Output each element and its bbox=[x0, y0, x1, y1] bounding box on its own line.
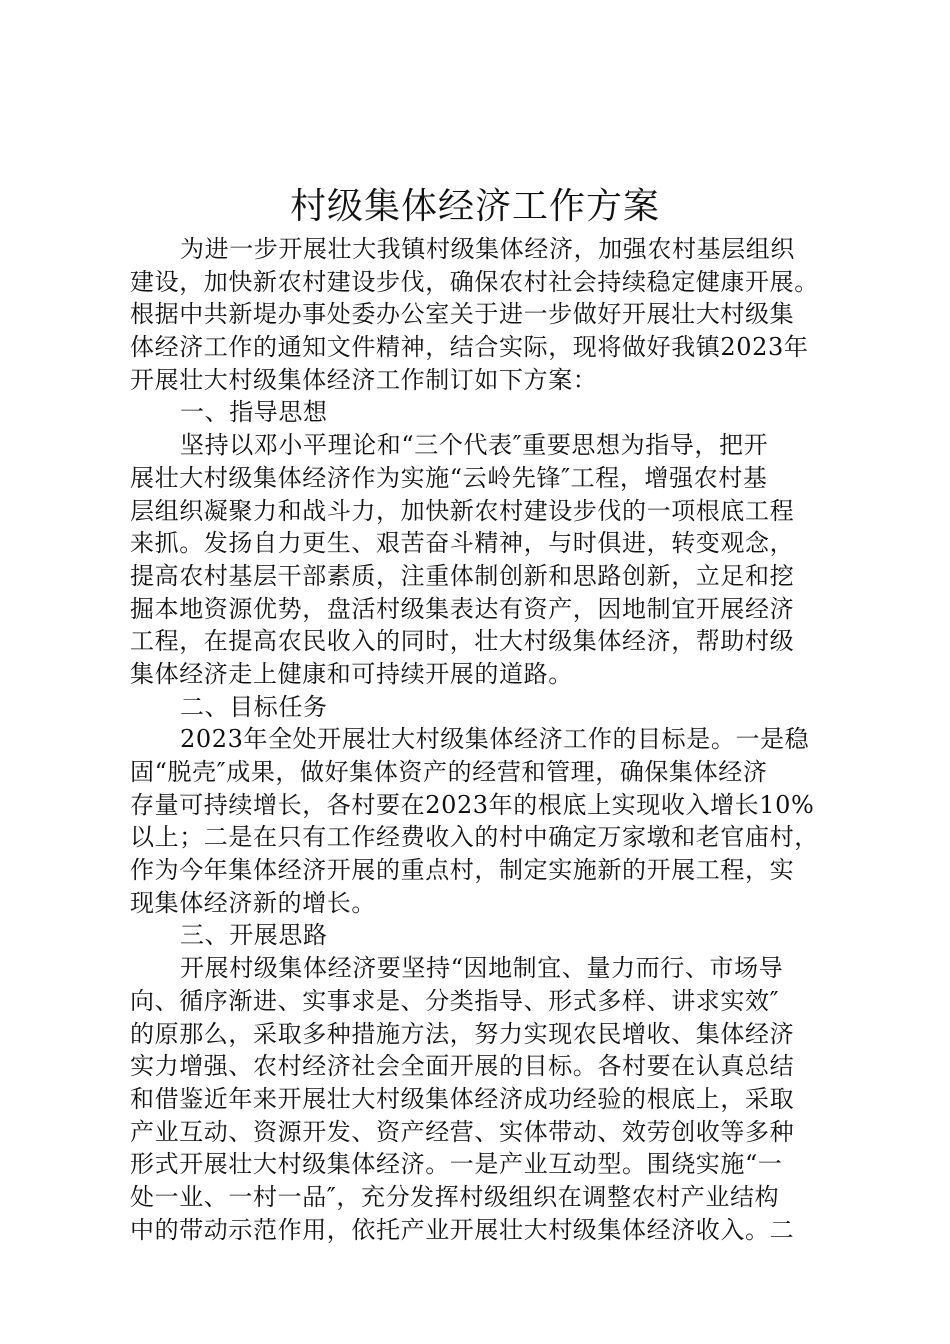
text-line: 为进一步开展壮大我镇村级集体经济，加强农村基层组织 bbox=[180, 235, 795, 263]
text-line: 二、目标任务 bbox=[180, 692, 328, 721]
text-line: 固“脱壳″成果，做好集体资产的经营和管理，确保集体经济 bbox=[130, 758, 768, 786]
text-line: 形式开展壮大村级集体经济。一是产业互动型。围绕实施“一 bbox=[130, 1150, 783, 1179]
text-line: 工程，在提高农民收入的同时，壮大村级集体经济，帮助村级 bbox=[130, 627, 795, 656]
text-line: 提高农村基层干部素质，注重体制创新和思路创新，立足和挖 bbox=[130, 561, 795, 590]
text-line: 坚持以邓小平理论和“三个代表″重要思想为指导，把开 bbox=[180, 431, 769, 460]
text-line: 层组织凝聚力和战斗力，加快新农村建设步伐的一项根底工程 bbox=[130, 496, 795, 525]
text-line: 展壮大村级集体经济作为实施“云岭先锋″工程，增强农村基 bbox=[130, 463, 768, 492]
text-line: 来抓。发扬自力更生、艰苦奋斗精神，与时俱进，转变观念， bbox=[130, 529, 795, 558]
text-line: 以上；二是在只有工作经费收入的村中确定万家墩和老官庙村， bbox=[130, 823, 819, 852]
text-line: 的原那么，采取多种措施方法，努力实现农民增收、集体经济 bbox=[130, 1019, 795, 1048]
text-line: 一、指导思想 bbox=[180, 398, 328, 427]
text-line: 和借鉴近年来开展壮大村级集体经济成功经验的根底上，采取 bbox=[130, 1084, 795, 1113]
text-line: 三、开展思路 bbox=[180, 921, 328, 950]
text-line: 现集体经济新的增长。 bbox=[130, 888, 376, 917]
text-line: 向、循序渐进、实事求是、分类指导、形式多样、讲求实效″ bbox=[130, 986, 780, 1015]
text-line: 开展壮大村级集体经济工作制订如下方案： bbox=[130, 365, 598, 394]
text-line: 处一业、一村一品″，充分发挥村级组织在调整农村产业结构 bbox=[130, 1182, 780, 1211]
text-line: 中的带动示范作用，依托产业开展壮大村级集体经济收入。二 bbox=[130, 1215, 795, 1244]
text-line: 开展村级集体经济要坚持“因地制宜、量力而行、市场导 bbox=[180, 954, 784, 983]
document-body bbox=[130, 233, 830, 1246]
document-title: 村级集体经济工作方案 bbox=[289, 186, 660, 227]
text-line: 2023年全处开展壮大村级集体经济工作的目标是。一是稳 bbox=[180, 725, 810, 754]
text-line: 产业互动、资源开发、资产经营、实体带动、效劳创收等多种 bbox=[130, 1117, 795, 1146]
text-line: 建设，加快新农村建设步伐，确保农村社会持续稳定健康开展。 bbox=[130, 267, 819, 296]
text-line: 体经济工作的通知文件精神，结合实际，现将做好我镇2023年 bbox=[130, 333, 809, 362]
text-line: 存量可持续增长，各村要在2023年的根底上实现收入增长10% bbox=[130, 790, 815, 819]
text-line: 作为今年集体经济开展的重点村，制定实施新的开展工程，实 bbox=[130, 856, 795, 885]
text-line: 实力增强、农村经济社会全面开展的目标。各村要在认真总结 bbox=[130, 1052, 795, 1081]
text-line: 根据中共新堤办事处委办公室关于进一步做好开展壮大村级集 bbox=[130, 300, 795, 329]
text-line: 掘本地资源优势，盘活村级集表达有资产，因地制宜开展经济 bbox=[130, 594, 795, 623]
text-line: 集体经济走上健康和可持续开展的道路。 bbox=[130, 659, 573, 688]
